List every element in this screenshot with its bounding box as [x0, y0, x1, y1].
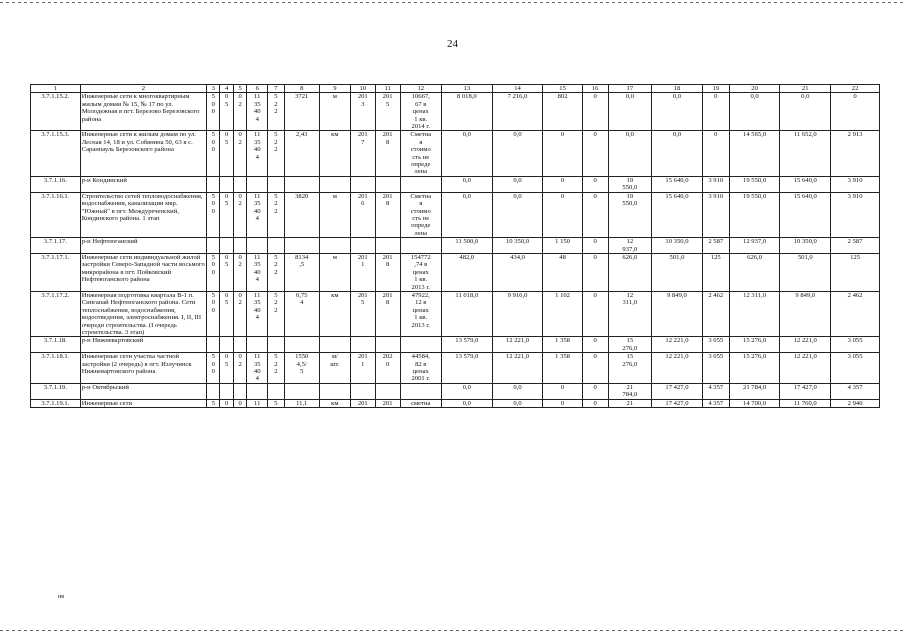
- table-cell: 3 055: [831, 337, 880, 353]
- table-cell: 12 221,0: [780, 337, 831, 353]
- table-cell: 0: [582, 93, 608, 131]
- table-cell: 9 849,0: [652, 291, 703, 336]
- table-cell: 0,0: [492, 192, 543, 237]
- table-cell: 10667, 67 в ценах 1 кв. 2014 г.: [400, 93, 441, 131]
- table-cell: 201 8: [375, 291, 400, 336]
- table-cell: 3820: [284, 192, 319, 237]
- table-cell: [400, 383, 441, 399]
- table-cell: 11 760,0: [780, 399, 831, 407]
- table-cell: 14 700,0: [729, 399, 780, 407]
- table-cell: [207, 238, 220, 254]
- table-cell: 0: [582, 337, 608, 353]
- table-cell: [268, 176, 285, 192]
- table-row: [31, 93, 880, 131]
- table-cell: 0: [543, 192, 582, 237]
- table-cell: 10 350,0: [652, 238, 703, 254]
- table-cell: 11 018,0: [441, 291, 492, 336]
- table-cell: 0: [582, 131, 608, 176]
- row-name-cell: Инженерные сети индивидуальной жилой застройки Северо-Западной части восьмого микрорайона в пгт. Пойковский Нефтеюганского района: [80, 253, 206, 291]
- table-cell: 0: [220, 399, 233, 407]
- table-cell: 5: [268, 399, 285, 407]
- table-cell: [268, 383, 285, 399]
- table-cell: 0,0: [608, 131, 651, 176]
- table-cell: [400, 238, 441, 254]
- table-cell: 17 427,0: [652, 383, 703, 399]
- table-row: [31, 238, 880, 254]
- table-cell: 44584, 82 в ценах 2001 г.: [400, 353, 441, 384]
- table-row: [31, 399, 880, 407]
- table-cell: [247, 176, 268, 192]
- table-cell: 1 358: [543, 353, 582, 384]
- table-cell: 201 8: [375, 131, 400, 176]
- row-code-cell: 3.7.1.17.2.: [31, 291, 81, 336]
- table-cell: [220, 176, 233, 192]
- column-header: 21: [780, 85, 831, 93]
- table-cell: 0,0: [492, 176, 543, 192]
- table-cell: 2 913: [831, 131, 880, 176]
- table-cell: [220, 383, 233, 399]
- table-cell: 3 910: [702, 176, 729, 192]
- row-name-cell: р-н Нефтеюганский: [80, 238, 206, 254]
- column-header: 7: [268, 85, 285, 93]
- table-cell: 11 35 40 4: [247, 253, 268, 291]
- table-cell: 201 1: [350, 353, 375, 384]
- table-cell: [268, 238, 285, 254]
- table-cell: [247, 238, 268, 254]
- table-cell: 12 221,0: [492, 353, 543, 384]
- table-cell: 0 2: [233, 353, 246, 384]
- table-cell: 0: [582, 353, 608, 384]
- table-cell: [284, 176, 319, 192]
- table-cell: [350, 383, 375, 399]
- table-cell: 201 8: [375, 192, 400, 237]
- column-header: 20: [729, 85, 780, 93]
- table-cell: 0,0: [492, 383, 543, 399]
- column-header: 10: [350, 85, 375, 93]
- table-cell: 0,75 4: [284, 291, 319, 336]
- table-cell: 201 5: [375, 93, 400, 131]
- table-cell: 0,0: [652, 131, 703, 176]
- table-cell: 0: [582, 176, 608, 192]
- table-cell: 482,0: [441, 253, 492, 291]
- table-cell: 201: [375, 399, 400, 407]
- row-name-cell: Инженерные сети: [80, 399, 206, 407]
- table-cell: [284, 337, 319, 353]
- table-cell: 5 2 2: [268, 131, 285, 176]
- row-name-cell: Инженерные сети участка частной застройки (2 очередь) в пгт. Излучинск Нижневартовского района: [80, 353, 206, 384]
- table-row: [31, 192, 880, 237]
- table-cell: 0: [233, 399, 246, 407]
- page-number: 24: [447, 38, 458, 50]
- table-cell: 21 784,0: [608, 383, 651, 399]
- table-cell: 19 550,0: [608, 176, 651, 192]
- column-header: 4: [220, 85, 233, 93]
- table-cell: [375, 337, 400, 353]
- table-cell: 802: [543, 93, 582, 131]
- table-cell: 201 5: [350, 291, 375, 336]
- table-cell: 21: [608, 399, 651, 407]
- table-cell: 1 102: [543, 291, 582, 336]
- table-cell: км: [319, 131, 350, 176]
- table-cell: 48: [543, 253, 582, 291]
- column-header: 13: [441, 85, 492, 93]
- column-header: 2: [80, 85, 206, 93]
- table-cell: 0,0: [492, 131, 543, 176]
- table-cell: 5 2 2: [268, 353, 285, 384]
- table-row: [31, 131, 880, 176]
- row-code-cell: 3.7.1.18.: [31, 337, 81, 353]
- table-cell: 501,0: [652, 253, 703, 291]
- program-table-container: [30, 84, 880, 408]
- table-cell: 5 0 0: [207, 291, 220, 336]
- table-cell: 0 2: [233, 93, 246, 131]
- table-cell: [375, 176, 400, 192]
- table-cell: 0: [543, 176, 582, 192]
- row-code-cell: 3.7.1.16.: [31, 176, 81, 192]
- table-cell: 5: [207, 399, 220, 407]
- table-cell: 2 587: [702, 238, 729, 254]
- table-cell: сметна: [400, 399, 441, 407]
- table-cell: [350, 238, 375, 254]
- row-code-cell: 3.7.1.19.1.: [31, 399, 81, 407]
- table-cell: [247, 383, 268, 399]
- table-cell: 11,1: [284, 399, 319, 407]
- table-cell: 15 640,0: [780, 176, 831, 192]
- table-header-row: [31, 85, 880, 93]
- table-cell: 0 5: [220, 353, 233, 384]
- table-cell: 125: [702, 253, 729, 291]
- table-cell: 4 357: [702, 399, 729, 407]
- table-cell: [233, 337, 246, 353]
- row-code-cell: 3.7.1.15.2.: [31, 93, 81, 131]
- table-cell: 1550 4,5/ 5: [284, 353, 319, 384]
- table-row: [31, 353, 880, 384]
- column-header: 15: [543, 85, 582, 93]
- table-cell: 201: [350, 399, 375, 407]
- table-cell: 0: [543, 399, 582, 407]
- program-table: [30, 84, 880, 408]
- table-cell: [284, 383, 319, 399]
- table-cell: 11 35 40 4: [247, 93, 268, 131]
- table-cell: 0: [582, 399, 608, 407]
- table-cell: 5 0 0: [207, 253, 220, 291]
- table-cell: 4 357: [831, 383, 880, 399]
- table-row: [31, 291, 880, 336]
- table-cell: 201 6: [350, 192, 375, 237]
- table-cell: 626,0: [729, 253, 780, 291]
- table-cell: 3 910: [702, 192, 729, 237]
- table-cell: 0,0: [729, 93, 780, 131]
- table-cell: 0 5: [220, 192, 233, 237]
- table-cell: 501,0: [780, 253, 831, 291]
- table-cell: [319, 176, 350, 192]
- table-cell: [220, 337, 233, 353]
- column-header: 17: [608, 85, 651, 93]
- table-cell: [233, 176, 246, 192]
- column-header: 12: [400, 85, 441, 93]
- table-row: [31, 383, 880, 399]
- table-cell: 17 427,0: [652, 399, 703, 407]
- table-cell: 12 221,0: [492, 337, 543, 353]
- table-cell: [247, 337, 268, 353]
- table-cell: 15 276,0: [729, 353, 780, 384]
- table-cell: 19 550,0: [729, 192, 780, 237]
- column-header: 16: [582, 85, 608, 93]
- column-header: 1: [31, 85, 81, 93]
- table-cell: [400, 337, 441, 353]
- table-cell: 7 216,0: [492, 93, 543, 131]
- row-name-cell: р-н Октябрьский: [80, 383, 206, 399]
- table-cell: [375, 383, 400, 399]
- table-cell: [350, 176, 375, 192]
- table-cell: 2 587: [831, 238, 880, 254]
- table-cell: 0: [582, 291, 608, 336]
- table-cell: [284, 238, 319, 254]
- table-cell: 3721: [284, 93, 319, 131]
- table-cell: 0,0: [441, 176, 492, 192]
- table-cell: 201 7: [350, 131, 375, 176]
- table-cell: 11 35 40 4: [247, 131, 268, 176]
- table-cell: 1 358: [543, 337, 582, 353]
- table-cell: Сметна я стоимо сть не опреде лена: [400, 192, 441, 237]
- table-cell: 3 910: [831, 176, 880, 192]
- row-code-cell: 3.7.1.19.: [31, 383, 81, 399]
- table-cell: 12 937,0: [729, 238, 780, 254]
- table-cell: 5 2 2: [268, 253, 285, 291]
- table-cell: км: [319, 399, 350, 407]
- table-cell: 1 150: [543, 238, 582, 254]
- table-cell: 0,0: [780, 93, 831, 131]
- table-cell: 0 2: [233, 131, 246, 176]
- table-cell: 19 550,0: [608, 192, 651, 237]
- table-cell: [400, 176, 441, 192]
- table-cell: 3 910: [831, 192, 880, 237]
- table-cell: 12 221,0: [652, 337, 703, 353]
- column-header: 11: [375, 85, 400, 93]
- table-cell: 8134 ,5: [284, 253, 319, 291]
- top-scan-edge: [0, 2, 905, 3]
- table-cell: 13 579,0: [441, 353, 492, 384]
- table-cell: 0 5: [220, 131, 233, 176]
- table-cell: 201 8: [375, 253, 400, 291]
- table-cell: 202 0: [375, 353, 400, 384]
- table-cell: [319, 238, 350, 254]
- row-name-cell: р-н Кондинский: [80, 176, 206, 192]
- table-cell: 5 0 0: [207, 353, 220, 384]
- table-cell: 4 357: [702, 383, 729, 399]
- table-cell: [233, 238, 246, 254]
- row-name-cell: р-н Нижневартовский: [80, 337, 206, 353]
- table-cell: 5 2 2: [268, 291, 285, 336]
- table-cell: 11 652,0: [780, 131, 831, 176]
- table-cell: 0,0: [608, 93, 651, 131]
- column-header: 19: [702, 85, 729, 93]
- table-cell: 2 462: [702, 291, 729, 336]
- table-cell: 0: [582, 383, 608, 399]
- table-cell: км: [319, 291, 350, 336]
- table-cell: м: [319, 93, 350, 131]
- bottom-scan-edge: [0, 630, 905, 631]
- table-cell: 0: [543, 383, 582, 399]
- table-cell: 5 0 0: [207, 192, 220, 237]
- table-cell: 0: [702, 93, 729, 131]
- row-name-cell: Инженерные сети к многоквартирным жилым домам № 15, № 17 по ул. Молодежная в пгт. Березово Березовского района: [80, 93, 206, 131]
- table-cell: 626,0: [608, 253, 651, 291]
- table-cell: 21 784,0: [729, 383, 780, 399]
- table-cell: 154772 ,74 в ценах 1 кв. 2013 г.: [400, 253, 441, 291]
- table-cell: 0,0: [441, 192, 492, 237]
- table-cell: 12 311,0: [729, 291, 780, 336]
- table-cell: 125: [831, 253, 880, 291]
- table-cell: 5 2 2: [268, 192, 285, 237]
- row-name-cell: Строительство сетей тепловодоснабжения, водоснабжения, канализации мкр. "Южный" в пгт. Междуреченский, Кондинского района. 1 этап: [80, 192, 206, 237]
- table-row: [31, 253, 880, 291]
- table-cell: [233, 383, 246, 399]
- table-cell: 0: [582, 192, 608, 237]
- column-header: 3: [207, 85, 220, 93]
- table-cell: 3 055: [831, 353, 880, 384]
- row-code-cell: 3.7.1.16.1.: [31, 192, 81, 237]
- table-cell: 434,0: [492, 253, 543, 291]
- table-cell: 15 276,0: [729, 337, 780, 353]
- table-cell: [220, 238, 233, 254]
- table-cell: 14 565,0: [729, 131, 780, 176]
- table-cell: 0,0: [441, 131, 492, 176]
- column-header: 18: [652, 85, 703, 93]
- table-cell: 12 221,0: [780, 353, 831, 384]
- row-code-cell: 3.7.1.18.1.: [31, 353, 81, 384]
- table-cell: 15 640,0: [652, 176, 703, 192]
- table-cell: 0: [831, 93, 880, 131]
- table-cell: 0,0: [652, 93, 703, 131]
- table-cell: 0: [543, 131, 582, 176]
- row-name-cell: Инженерная подготовка квартала В-1 п. Сингапай Нефтеюганского района. Сети теплоснабжения, водоснабжения, водоотведения, электроснабжения. I, II, III очереди строительства. (I очередь строительства. 3 этап): [80, 291, 206, 336]
- table-cell: 11: [247, 399, 268, 407]
- table-cell: 0 2: [233, 192, 246, 237]
- table-cell: 15 640,0: [652, 192, 703, 237]
- table-row: [31, 337, 880, 353]
- table-cell: [375, 238, 400, 254]
- row-code-cell: 3.7.1.15.3.: [31, 131, 81, 176]
- table-cell: 2 462: [831, 291, 880, 336]
- table-cell: [268, 337, 285, 353]
- table-cell: 0,0: [441, 399, 492, 407]
- table-cell: 15 640,0: [780, 192, 831, 237]
- table-cell: 5 0 0: [207, 131, 220, 176]
- table-row: [31, 176, 880, 192]
- table-cell: 0 2: [233, 253, 246, 291]
- table-cell: 11 35 40 4: [247, 353, 268, 384]
- table-cell: Сметна я стоимо сть не опреде лена: [400, 131, 441, 176]
- table-cell: м: [319, 253, 350, 291]
- table-cell: 0: [702, 131, 729, 176]
- table-cell: 17 427,0: [780, 383, 831, 399]
- table-cell: 15 276,0: [608, 337, 651, 353]
- row-code-cell: 3.7.1.17.: [31, 238, 81, 254]
- column-header: 6: [247, 85, 268, 93]
- row-name-cell: Инженерные сети к жилым домам по ул. Лесная 14, 18 и ул. Собянина 50, 63 в с. Саранпауль Березовского района: [80, 131, 206, 176]
- table-cell: 12 311,0: [608, 291, 651, 336]
- table-cell: [207, 337, 220, 353]
- table-cell: 2 940: [831, 399, 880, 407]
- table-cell: 5 2 2: [268, 93, 285, 131]
- table-cell: 201 1: [350, 253, 375, 291]
- table-cell: 11 500,0: [441, 238, 492, 254]
- footer-mark: нв: [58, 594, 65, 600]
- row-code-cell: 3.7.1.17.1.: [31, 253, 81, 291]
- table-cell: 0 5: [220, 253, 233, 291]
- column-header: 5: [233, 85, 246, 93]
- table-cell: 0,0: [492, 399, 543, 407]
- table-cell: 12 221,0: [652, 353, 703, 384]
- table-cell: 0 2: [233, 291, 246, 336]
- column-header: 9: [319, 85, 350, 93]
- table-cell: 0 5: [220, 93, 233, 131]
- table-cell: 13 579,0: [441, 337, 492, 353]
- table-cell: 10 350,0: [780, 238, 831, 254]
- table-cell: [319, 337, 350, 353]
- table-cell: 3 055: [702, 337, 729, 353]
- table-cell: 19 550,0: [729, 176, 780, 192]
- column-header: 14: [492, 85, 543, 93]
- table-cell: [207, 383, 220, 399]
- table-cell: 3 055: [702, 353, 729, 384]
- table-cell: 9 849,0: [780, 291, 831, 336]
- table-cell: 0: [582, 238, 608, 254]
- table-cell: 47922, 12 в ценах 1 кв. 2013 г.: [400, 291, 441, 336]
- table-cell: 15 276,0: [608, 353, 651, 384]
- table-cell: 0 5: [220, 291, 233, 336]
- table-cell: [350, 337, 375, 353]
- table-body: [31, 93, 880, 408]
- table-cell: 10 350,0: [492, 238, 543, 254]
- column-header: 22: [831, 85, 880, 93]
- table-cell: 8 018,0: [441, 93, 492, 131]
- table-cell: 9 916,0: [492, 291, 543, 336]
- table-cell: 5 0 0: [207, 93, 220, 131]
- table-cell: 0,0: [441, 383, 492, 399]
- table-cell: 12 937,0: [608, 238, 651, 254]
- table-cell: м/ шт.: [319, 353, 350, 384]
- table-cell: 11 35 40 4: [247, 291, 268, 336]
- column-header: 8: [284, 85, 319, 93]
- table-cell: 201 3: [350, 93, 375, 131]
- table-cell: [319, 383, 350, 399]
- table-cell: 2,43: [284, 131, 319, 176]
- table-cell: м: [319, 192, 350, 237]
- table-cell: 11 35 40 4: [247, 192, 268, 237]
- table-cell: 0: [582, 253, 608, 291]
- table-cell: [207, 176, 220, 192]
